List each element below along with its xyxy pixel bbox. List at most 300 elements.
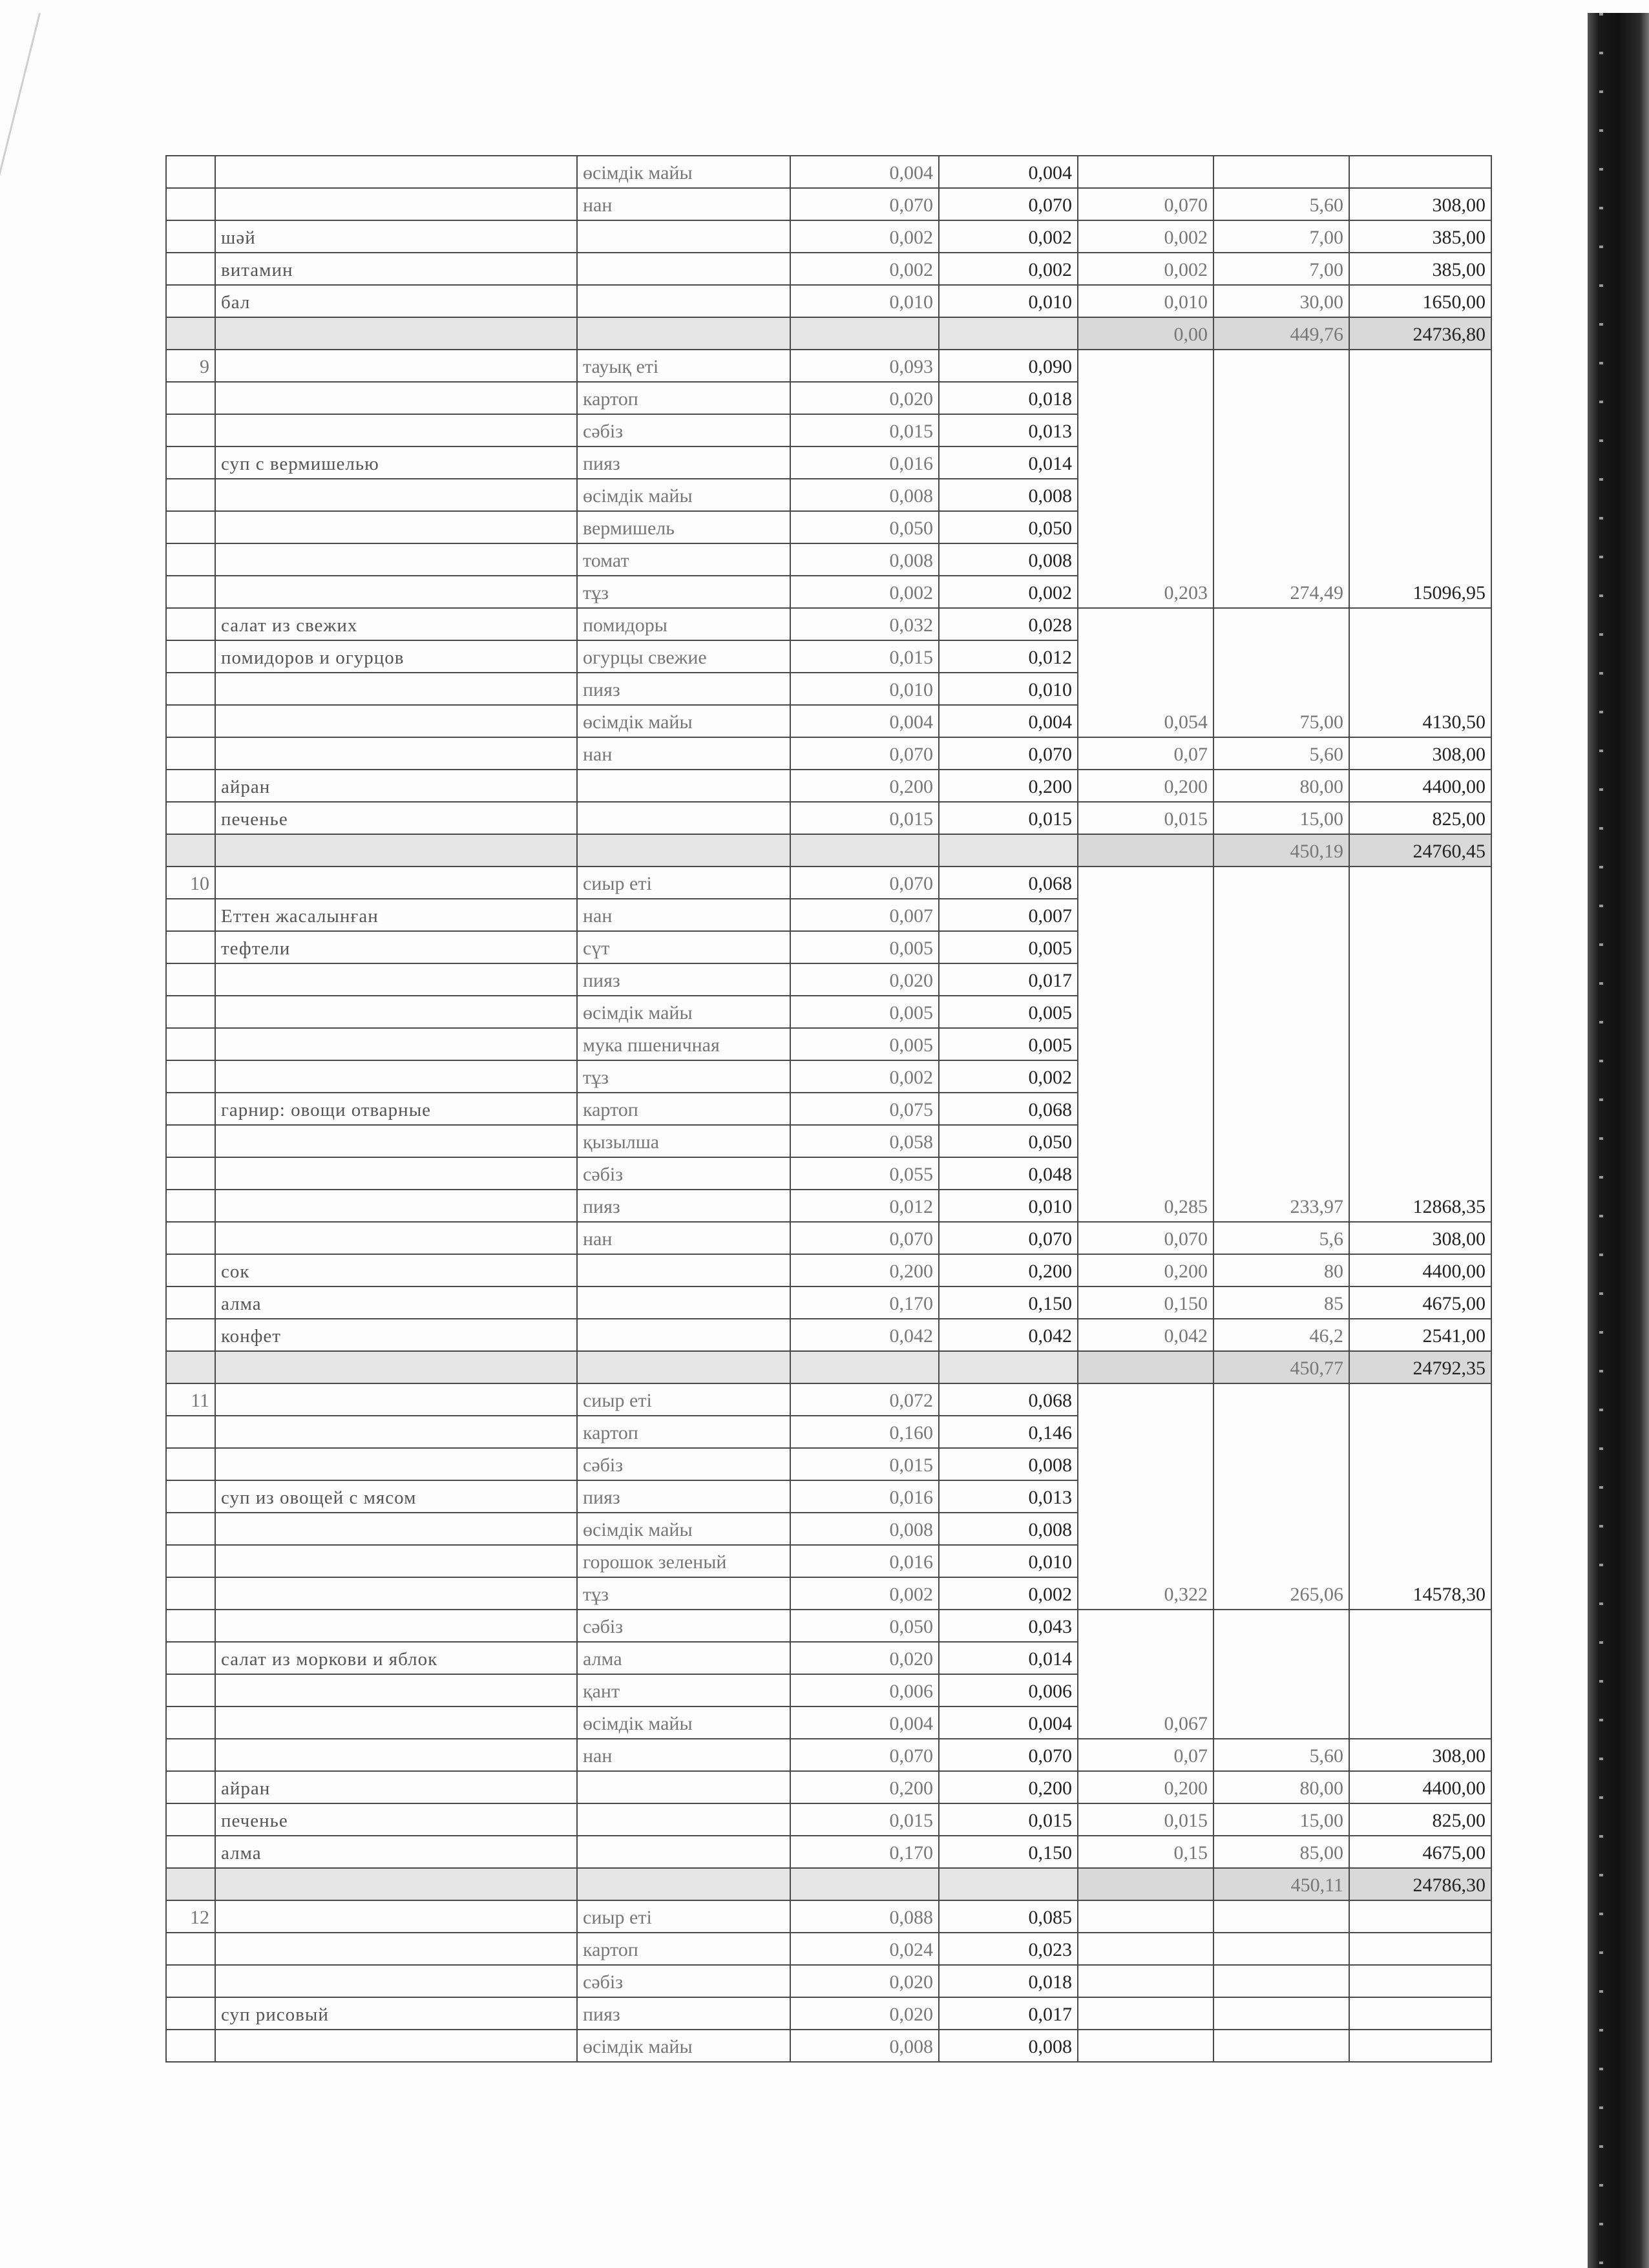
dish-cell: печенье xyxy=(215,802,577,834)
dish-cell xyxy=(215,737,577,770)
dish-sum-cell: 15096,95 xyxy=(1349,350,1491,608)
row-number-cell xyxy=(166,673,215,705)
row-number-cell xyxy=(166,1965,215,1997)
price-cell xyxy=(1213,1900,1349,1933)
dish-price-cell: 233,97 xyxy=(1213,866,1349,1222)
dish-cell xyxy=(215,479,577,511)
gross-weight-cell: 0,015 xyxy=(790,414,939,446)
table-row xyxy=(166,156,1491,188)
dish-cell xyxy=(215,1868,577,1900)
price-cell: 80 xyxy=(1213,1254,1349,1286)
table-row xyxy=(166,2030,1491,2062)
dish-cell xyxy=(215,511,577,543)
row-number-cell xyxy=(166,770,215,802)
total-price-cell: 450,77 xyxy=(1213,1351,1349,1383)
net-weight-cell: 0,010 xyxy=(939,673,1078,705)
dish-cell xyxy=(215,1739,577,1771)
net-weight-cell: 0,043 xyxy=(939,1610,1078,1642)
output-cell: 0,015 xyxy=(1078,802,1213,834)
dish-cell xyxy=(215,996,577,1028)
net-weight-cell: 0,017 xyxy=(939,963,1078,996)
net-weight-cell: 0,146 xyxy=(939,1416,1078,1448)
gross-weight-cell: 0,016 xyxy=(790,1545,939,1577)
net-weight-cell: 0,005 xyxy=(939,996,1078,1028)
gross-weight-cell: 0,058 xyxy=(790,1125,939,1157)
sum-cell xyxy=(1349,1933,1491,1965)
gross-weight-cell: 0,170 xyxy=(790,1286,939,1319)
output-cell xyxy=(1078,1965,1213,1997)
row-number-cell xyxy=(166,1610,215,1642)
ingredient-cell: нан xyxy=(577,188,790,220)
net-weight-cell: 0,070 xyxy=(939,1739,1078,1771)
net-weight-cell: 0,070 xyxy=(939,188,1078,220)
net-weight-cell: 0,023 xyxy=(939,1933,1078,1965)
gross-weight-cell: 0,020 xyxy=(790,1642,939,1674)
gross-weight-cell: 0,002 xyxy=(790,220,939,253)
ingredient-cell: сиыр еті xyxy=(577,1900,790,1933)
dish-output-cell: 0,203 xyxy=(1078,350,1213,608)
ingredient-cell: нан xyxy=(577,899,790,931)
sum-cell: 1650,00 xyxy=(1349,285,1491,317)
dish-cell xyxy=(215,866,577,899)
net-weight-cell: 0,085 xyxy=(939,1900,1078,1933)
sum-cell: 385,00 xyxy=(1349,220,1491,253)
ingredient-cell: тұз xyxy=(577,576,790,608)
net-weight-cell: 0,008 xyxy=(939,543,1078,576)
dish-cell: айран xyxy=(215,770,577,802)
output-cell xyxy=(1078,1997,1213,2030)
sum-cell: 4400,00 xyxy=(1349,1254,1491,1286)
table-row xyxy=(166,802,1491,834)
ingredient-cell: сәбіз xyxy=(577,1448,790,1480)
price-cell: 30,00 xyxy=(1213,285,1349,317)
gross-weight-cell: 0,005 xyxy=(790,996,939,1028)
total-price-cell: 450,11 xyxy=(1213,1868,1349,1900)
sum-cell: 4675,00 xyxy=(1349,1286,1491,1319)
table-row xyxy=(166,350,1491,382)
row-number-cell xyxy=(166,1836,215,1868)
gross-cell xyxy=(790,834,939,866)
net-weight-cell: 0,008 xyxy=(939,1513,1078,1545)
ingredient-cell: пияз xyxy=(577,963,790,996)
row-number-cell xyxy=(166,608,215,640)
output-cell: 0,07 xyxy=(1078,737,1213,770)
gross-weight-cell: 0,006 xyxy=(790,1674,939,1706)
gross-weight-cell: 0,070 xyxy=(790,188,939,220)
output-cell: 0,15 xyxy=(1078,1836,1213,1868)
row-number-cell xyxy=(166,963,215,996)
price-cell: 7,00 xyxy=(1213,253,1349,285)
table-row xyxy=(166,253,1491,285)
dish-cell: витамин xyxy=(215,253,577,285)
gross-weight-cell: 0,050 xyxy=(790,1610,939,1642)
sum-cell: 4400,00 xyxy=(1349,1771,1491,1803)
ingredient-cell xyxy=(577,1286,790,1319)
row-number-cell xyxy=(166,1157,215,1190)
net-weight-cell: 0,028 xyxy=(939,608,1078,640)
row-number-cell xyxy=(166,220,215,253)
row-number-cell xyxy=(166,1803,215,1836)
net-weight-cell: 0,018 xyxy=(939,1965,1078,1997)
gross-weight-cell: 0,042 xyxy=(790,1319,939,1351)
price-cell xyxy=(1213,1933,1349,1965)
row-number-cell xyxy=(166,834,215,866)
row-number-cell xyxy=(166,479,215,511)
dish-cell xyxy=(215,1190,577,1222)
net-weight-cell: 0,050 xyxy=(939,511,1078,543)
output-cell xyxy=(1078,156,1213,188)
net-weight-cell: 0,013 xyxy=(939,414,1078,446)
gross-weight-cell: 0,170 xyxy=(790,1836,939,1868)
ingredient-cell: сиыр еті xyxy=(577,866,790,899)
dish-cell xyxy=(215,1448,577,1480)
net-weight-cell: 0,002 xyxy=(939,253,1078,285)
gross-weight-cell: 0,015 xyxy=(790,802,939,834)
gross-weight-cell: 0,032 xyxy=(790,608,939,640)
dish-cell: печенье xyxy=(215,1803,577,1836)
dish-cell: алма xyxy=(215,1836,577,1868)
dish-cell xyxy=(215,188,577,220)
dish-cell xyxy=(215,1610,577,1642)
net-weight-cell: 0,017 xyxy=(939,1997,1078,2030)
dish-cell xyxy=(215,2030,577,2062)
dish-sum-cell: 4130,50 xyxy=(1349,608,1491,737)
row-number-cell xyxy=(166,931,215,963)
ingredient-cell xyxy=(577,1351,790,1383)
gross-weight-cell: 0,020 xyxy=(790,963,939,996)
ingredient-cell: тауық еті xyxy=(577,350,790,382)
row-number-cell xyxy=(166,1674,215,1706)
net-weight-cell: 0,068 xyxy=(939,1383,1078,1416)
net-weight-cell: 0,006 xyxy=(939,1674,1078,1706)
dish-price-cell: 265,06 xyxy=(1213,1383,1349,1610)
row-number-cell xyxy=(166,1028,215,1060)
price-cell xyxy=(1213,2030,1349,2062)
net-weight-cell: 0,070 xyxy=(939,737,1078,770)
ingredient-cell: томат xyxy=(577,543,790,576)
sum-cell xyxy=(1349,1965,1491,1997)
row-number-cell xyxy=(166,737,215,770)
row-number-cell xyxy=(166,2030,215,2062)
ingredient-cell: алма xyxy=(577,1642,790,1674)
table-row xyxy=(166,285,1491,317)
total-sum-cell: 24736,80 xyxy=(1349,317,1491,350)
gross-weight-cell: 0,004 xyxy=(790,705,939,737)
gross-weight-cell: 0,072 xyxy=(790,1383,939,1416)
gross-weight-cell: 0,016 xyxy=(790,446,939,479)
price-cell: 15,00 xyxy=(1213,802,1349,834)
total-price-cell: 449,76 xyxy=(1213,317,1349,350)
ingredient-cell xyxy=(577,1254,790,1286)
row-number-cell xyxy=(166,576,215,608)
output-cell xyxy=(1078,2030,1213,2062)
net-weight-cell: 0,008 xyxy=(939,1448,1078,1480)
net-weight-cell: 0,005 xyxy=(939,931,1078,963)
table-row xyxy=(166,1803,1491,1836)
table-row xyxy=(166,1933,1491,1965)
gross-weight-cell: 0,002 xyxy=(790,576,939,608)
price-cell: 85 xyxy=(1213,1286,1349,1319)
ingredient-cell: нан xyxy=(577,737,790,770)
dish-cell: салат из свежих xyxy=(215,608,577,640)
row-number-cell xyxy=(166,1577,215,1610)
price-cell: 85,00 xyxy=(1213,1836,1349,1868)
gross-weight-cell: 0,070 xyxy=(790,1222,939,1254)
net-cell xyxy=(939,1868,1078,1900)
row-number-cell: 9 xyxy=(166,350,215,382)
ingredient-cell: пияз xyxy=(577,1997,790,2030)
net-weight-cell: 0,068 xyxy=(939,1093,1078,1125)
net-weight-cell: 0,050 xyxy=(939,1125,1078,1157)
net-cell xyxy=(939,834,1078,866)
table-row xyxy=(166,866,1491,899)
ingredient-cell: өсімдік майы xyxy=(577,1513,790,1545)
sum-cell: 2541,00 xyxy=(1349,1319,1491,1351)
dish-cell: алма xyxy=(215,1286,577,1319)
ingredient-cell xyxy=(577,802,790,834)
gross-weight-cell: 0,007 xyxy=(790,899,939,931)
row-number-cell xyxy=(166,253,215,285)
ingredient-cell: өсімдік майы xyxy=(577,2030,790,2062)
row-number-cell xyxy=(166,1416,215,1448)
price-cell: 46,2 xyxy=(1213,1319,1349,1351)
dish-cell: бал xyxy=(215,285,577,317)
gross-weight-cell: 0,024 xyxy=(790,1933,939,1965)
net-weight-cell: 0,018 xyxy=(939,382,1078,414)
row-number-cell xyxy=(166,1868,215,1900)
price-cell: 5,60 xyxy=(1213,737,1349,770)
gross-weight-cell: 0,002 xyxy=(790,253,939,285)
gross-weight-cell: 0,005 xyxy=(790,1028,939,1060)
sum-cell xyxy=(1349,1997,1491,2030)
table-row xyxy=(166,1319,1491,1351)
ingredient-cell: вермишель xyxy=(577,511,790,543)
row-number-cell xyxy=(166,1190,215,1222)
ingredient-cell: картоп xyxy=(577,1093,790,1125)
dish-price-cell: 75,00 xyxy=(1213,608,1349,737)
dish-price-cell xyxy=(1213,1610,1349,1739)
price-cell xyxy=(1213,1997,1349,2030)
dish-cell: салат из моркови и яблок xyxy=(215,1642,577,1674)
day-total-row xyxy=(166,1351,1491,1383)
row-number-cell: 10 xyxy=(166,866,215,899)
ingredient-cell: пияз xyxy=(577,1190,790,1222)
gross-weight-cell: 0,008 xyxy=(790,479,939,511)
gross-weight-cell: 0,008 xyxy=(790,2030,939,2062)
ingredient-cell: картоп xyxy=(577,1416,790,1448)
net-weight-cell: 0,070 xyxy=(939,1222,1078,1254)
dish-cell xyxy=(215,1222,577,1254)
net-weight-cell: 0,010 xyxy=(939,285,1078,317)
dish-cell xyxy=(215,1060,577,1093)
gross-weight-cell: 0,020 xyxy=(790,382,939,414)
dish-output-cell: 0,285 xyxy=(1078,866,1213,1222)
table-row xyxy=(166,1739,1491,1771)
dish-output-cell: 0,322 xyxy=(1078,1383,1213,1610)
dish-cell xyxy=(215,1157,577,1190)
dish-cell xyxy=(215,1416,577,1448)
dish-cell xyxy=(215,1028,577,1060)
dish-cell: айран xyxy=(215,1771,577,1803)
ingredient-cell: сәбіз xyxy=(577,414,790,446)
row-number-cell: 12 xyxy=(166,1900,215,1933)
gross-weight-cell: 0,075 xyxy=(790,1093,939,1125)
dish-sum-cell: 12868,35 xyxy=(1349,866,1491,1222)
row-number-cell xyxy=(166,446,215,479)
table-row xyxy=(166,1610,1491,1642)
net-weight-cell: 0,008 xyxy=(939,2030,1078,2062)
scan-dark-edge xyxy=(1588,13,1649,2268)
dish-cell xyxy=(215,414,577,446)
dish-output-cell: 0,054 xyxy=(1078,608,1213,737)
sum-cell xyxy=(1349,1900,1491,1933)
dish-cell: суп рисовый xyxy=(215,1997,577,2030)
sum-cell xyxy=(1349,2030,1491,2062)
gross-weight-cell: 0,015 xyxy=(790,640,939,673)
net-weight-cell: 0,090 xyxy=(939,350,1078,382)
ingredient-cell: сүт xyxy=(577,931,790,963)
row-number-cell xyxy=(166,1480,215,1513)
sum-cell: 4400,00 xyxy=(1349,770,1491,802)
net-weight-cell: 0,013 xyxy=(939,1480,1078,1513)
output-cell: 0,010 xyxy=(1078,285,1213,317)
output-cell xyxy=(1078,1933,1213,1965)
ingredient-cell xyxy=(577,317,790,350)
sum-cell: 385,00 xyxy=(1349,253,1491,285)
row-number-cell xyxy=(166,1933,215,1965)
net-weight-cell: 0,010 xyxy=(939,1190,1078,1222)
ingredient-cell: сәбіз xyxy=(577,1157,790,1190)
ingredient-cell: тұз xyxy=(577,1060,790,1093)
ingredient-cell xyxy=(577,285,790,317)
sum-cell: 308,00 xyxy=(1349,188,1491,220)
row-number-cell xyxy=(166,1448,215,1480)
gross-weight-cell: 0,004 xyxy=(790,156,939,188)
ingredient-cell xyxy=(577,1803,790,1836)
row-number-cell xyxy=(166,1513,215,1545)
gross-weight-cell: 0,200 xyxy=(790,1254,939,1286)
row-number-cell xyxy=(166,1319,215,1351)
ingredient-cell: пияз xyxy=(577,673,790,705)
sum-cell: 308,00 xyxy=(1349,737,1491,770)
price-cell xyxy=(1213,1965,1349,1997)
ingredient-cell: өсімдік майы xyxy=(577,479,790,511)
row-number-cell xyxy=(166,640,215,673)
dish-cell xyxy=(215,1965,577,1997)
net-weight-cell: 0,150 xyxy=(939,1286,1078,1319)
day-total-row xyxy=(166,834,1491,866)
gross-weight-cell: 0,015 xyxy=(790,1448,939,1480)
ingredient-cell: қант xyxy=(577,1674,790,1706)
output-cell: 0,070 xyxy=(1078,1222,1213,1254)
output-cell: 0,002 xyxy=(1078,253,1213,285)
row-number-cell xyxy=(166,382,215,414)
gross-weight-cell: 0,070 xyxy=(790,1739,939,1771)
net-cell xyxy=(939,317,1078,350)
net-weight-cell: 0,150 xyxy=(939,1836,1078,1868)
dish-cell xyxy=(215,963,577,996)
price-cell: 80,00 xyxy=(1213,770,1349,802)
total-sum-cell: 24760,45 xyxy=(1349,834,1491,866)
gross-weight-cell: 0,070 xyxy=(790,866,939,899)
gross-weight-cell: 0,055 xyxy=(790,1157,939,1190)
sum-cell: 308,00 xyxy=(1349,1739,1491,1771)
row-number-cell xyxy=(166,317,215,350)
row-number-cell: 11 xyxy=(166,1383,215,1416)
dish-cell xyxy=(215,1900,577,1933)
net-weight-cell: 0,068 xyxy=(939,866,1078,899)
ingredient-cell: тұз xyxy=(577,1577,790,1610)
row-number-cell xyxy=(166,705,215,737)
net-weight-cell: 0,015 xyxy=(939,802,1078,834)
net-weight-cell: 0,005 xyxy=(939,1028,1078,1060)
total-output-cell xyxy=(1078,1868,1213,1900)
row-number-cell xyxy=(166,414,215,446)
sum-cell xyxy=(1349,156,1491,188)
net-weight-cell: 0,002 xyxy=(939,220,1078,253)
total-output-cell xyxy=(1078,834,1213,866)
total-output-cell: 0,00 xyxy=(1078,317,1213,350)
ingredient-cell: картоп xyxy=(577,1933,790,1965)
row-number-cell xyxy=(166,996,215,1028)
row-number-cell xyxy=(166,1125,215,1157)
gross-cell xyxy=(790,1351,939,1383)
dish-cell xyxy=(215,1351,577,1383)
ingredient-cell: сәбіз xyxy=(577,1965,790,1997)
table-row xyxy=(166,1965,1491,1997)
net-cell xyxy=(939,1351,1078,1383)
gross-weight-cell: 0,020 xyxy=(790,1997,939,2030)
price-cell: 7,00 xyxy=(1213,220,1349,253)
dish-cell: шәй xyxy=(215,220,577,253)
ingredient-cell xyxy=(577,834,790,866)
total-output-cell xyxy=(1078,1351,1213,1383)
ingredient-cell xyxy=(577,220,790,253)
dish-cell xyxy=(215,576,577,608)
gross-weight-cell: 0,002 xyxy=(790,1577,939,1610)
output-cell: 0,070 xyxy=(1078,188,1213,220)
price-cell: 5,60 xyxy=(1213,188,1349,220)
scan-fold-line xyxy=(0,13,41,277)
table-row xyxy=(166,737,1491,770)
dish-cell xyxy=(215,350,577,382)
net-weight-cell: 0,200 xyxy=(939,770,1078,802)
menu-cost-table xyxy=(165,155,1492,2063)
net-weight-cell: 0,200 xyxy=(939,1771,1078,1803)
ingredient-cell xyxy=(577,1868,790,1900)
dish-cell xyxy=(215,317,577,350)
ingredient-cell xyxy=(577,1319,790,1351)
output-cell: 0,200 xyxy=(1078,1254,1213,1286)
ingredient-cell: нан xyxy=(577,1739,790,1771)
ingredient-cell: горошок зеленый xyxy=(577,1545,790,1577)
ingredient-cell: сәбіз xyxy=(577,1610,790,1642)
gross-weight-cell: 0,070 xyxy=(790,737,939,770)
row-number-cell xyxy=(166,802,215,834)
row-number-cell xyxy=(166,511,215,543)
table-row xyxy=(166,1383,1491,1416)
total-sum-cell: 24792,35 xyxy=(1349,1351,1491,1383)
ingredient-cell: өсімдік майы xyxy=(577,705,790,737)
output-cell: 0,042 xyxy=(1078,1319,1213,1351)
dish-cell: конфет xyxy=(215,1319,577,1351)
ingredient-cell: картоп xyxy=(577,382,790,414)
sum-cell: 308,00 xyxy=(1349,1222,1491,1254)
dish-cell xyxy=(215,1125,577,1157)
dish-cell xyxy=(215,382,577,414)
dish-output-cell: 0,067 xyxy=(1078,1610,1213,1739)
ingredient-cell: өсімдік майы xyxy=(577,996,790,1028)
